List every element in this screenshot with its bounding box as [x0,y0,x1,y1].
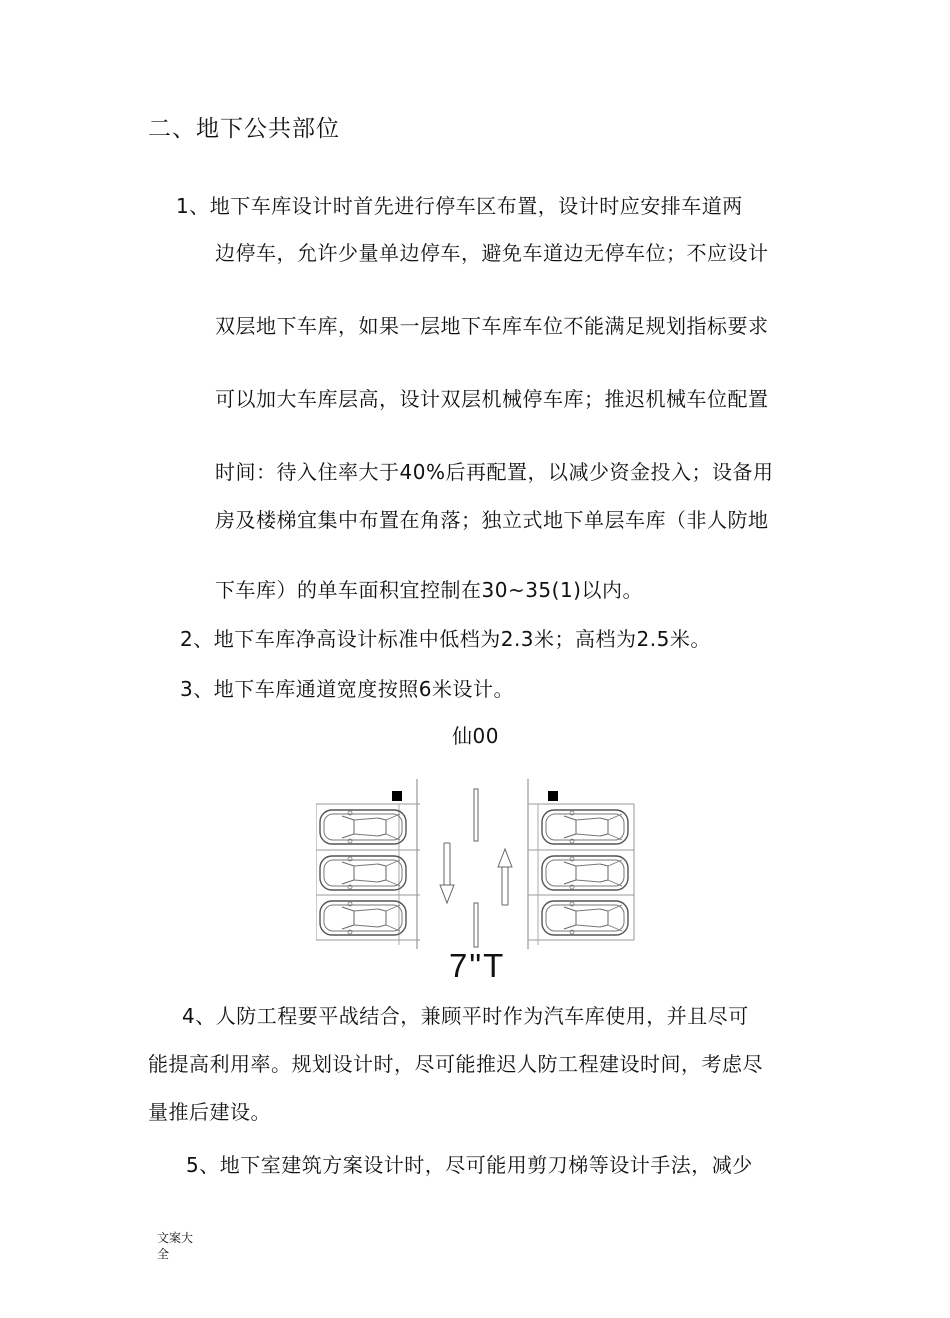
item-4-line: 4、人防工程要平战结合，兼顾平时作为汽车库使用，并且尽可 [182,1004,749,1028]
section-title: 二、地下公共部位 [148,116,340,142]
item-1-first-line: 1、地下车库设计时首先进行停车区布置，设计时应安排车道两 [176,194,743,218]
driving-lane [440,789,512,947]
item-4-line: 量推后建设。 [148,1100,271,1124]
item-4-line: 能提高利用率。规划设计时，尽可能推迟人防工程建设时间，考虑尽 [148,1052,763,1076]
page-footer: 文案大全 [157,1231,194,1261]
item-3: 3、地下车库通道宽度按照6米设计。 [180,677,514,701]
figure-bottom-label: 7"T [449,947,506,984]
parking-layout-diagram [316,777,642,949]
item-1-line: 边停车，允许少量单边停车，避免车道边无停车位；不应设计 [215,241,769,265]
item-1-line: 可以加大车库层高，设计双层机械停车库；推迟机械车位配置 [215,387,769,411]
right-parking-block [528,779,634,949]
figure-top-label: 仙00 [452,724,499,748]
up-arrow [498,849,512,905]
item-2: 2、地下车库净高设计标准中低档为2.3米；高档为2.5米。 [180,627,711,651]
item-5: 5、地下室建筑方案设计时，尽可能用剪刀梯等设计手法，减少 [186,1153,753,1177]
down-arrow [440,843,454,903]
left-parking-block [316,779,420,949]
item-1-line: 房及楼梯宜集中布置在角落；独立式地下单层车库（非人防地 [215,508,769,532]
item-1-line: 双层地下车库，如果一层地下车库车位不能满足规划指标要求 [215,314,769,338]
item-1-line: 时间：待入住率大于40%后再配置，以减少资金投入；设备用 [215,460,774,484]
item-1-line: 下车库）的单车面积宜控制在30~35(1)以内。 [215,578,643,602]
